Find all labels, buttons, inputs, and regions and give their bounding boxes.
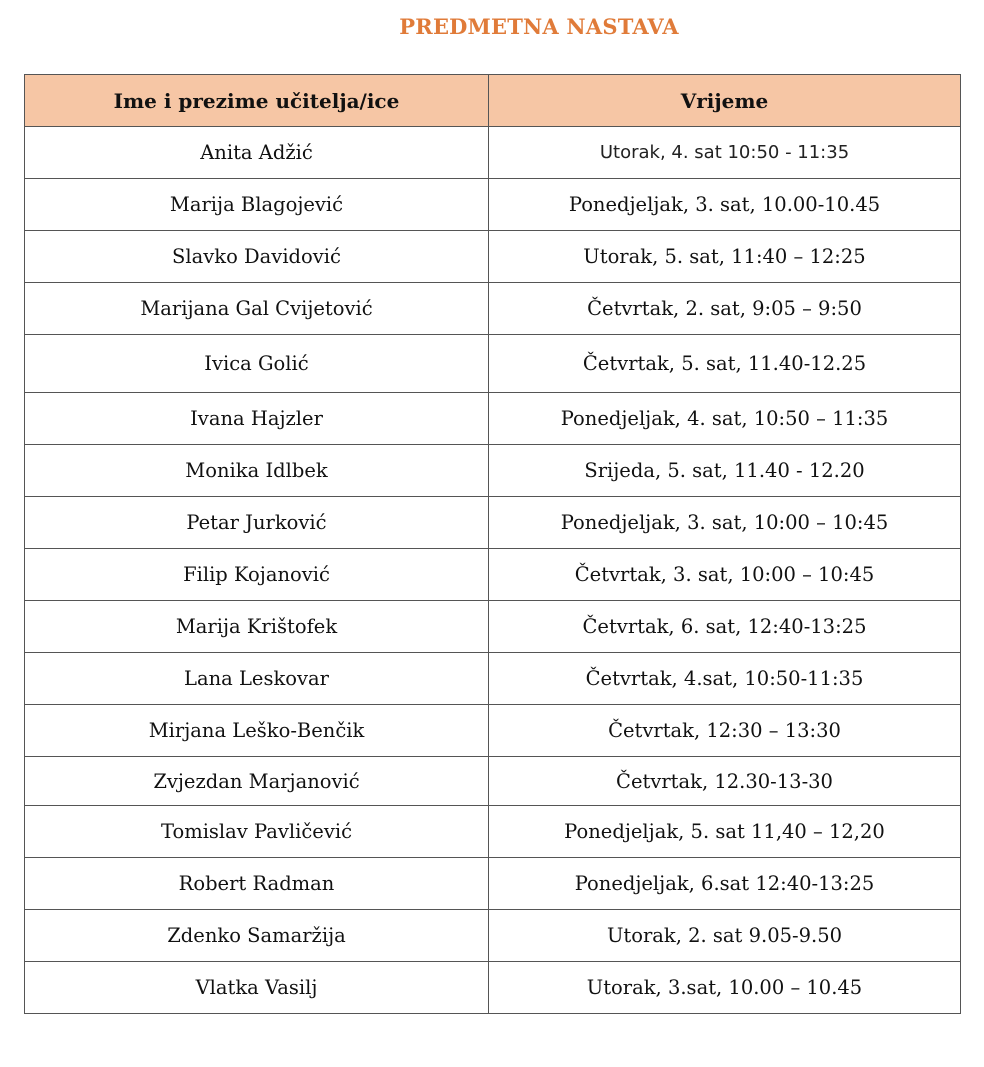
- teacher-name: Vlatka Vasilj: [25, 962, 489, 1014]
- teacher-name: Filip Kojanović: [25, 549, 489, 601]
- teacher-name: Monika Idlbek: [25, 445, 489, 497]
- table-row: [25, 757, 961, 806]
- teacher-name: Zdenko Samaržija: [25, 910, 489, 962]
- header-time: Vrijeme: [489, 75, 961, 127]
- header-name: Ime i prezime učitelja/ice: [25, 75, 489, 127]
- teacher-name: Anita Adžić: [25, 127, 489, 179]
- teacher-name: Marija Krištofek: [25, 601, 489, 653]
- table-row: [25, 653, 961, 705]
- teacher-name: Marija Blagojević: [25, 179, 489, 231]
- consultation-time: Utorak, 5. sat, 11:40 – 12:25: [489, 231, 961, 283]
- teacher-name: Lana Leskovar: [25, 653, 489, 705]
- table-row: [25, 705, 961, 757]
- consultation-time: Ponedjeljak, 4. sat, 10:50 – 11:35: [489, 393, 961, 445]
- consultation-time: Utorak, 4. sat 10:50 - 11:35: [489, 127, 961, 179]
- teacher-name: Robert Radman: [25, 858, 489, 910]
- consultation-time: Četvrtak, 4.sat, 10:50-11:35: [489, 653, 961, 705]
- table-header-row: [25, 75, 961, 127]
- page-title: PREDMETNA NASTAVA: [399, 14, 679, 39]
- table-row: [25, 283, 961, 335]
- consultation-time: Ponedjeljak, 3. sat, 10:00 – 10:45: [489, 497, 961, 549]
- consultation-time: Četvrtak, 2. sat, 9:05 – 9:50: [489, 283, 961, 335]
- table-row: [25, 910, 961, 962]
- table-row: [25, 231, 961, 283]
- consultation-time: Ponedjeljak, 6.sat 12:40-13:25: [489, 858, 961, 910]
- teacher-name: Slavko Davidović: [25, 231, 489, 283]
- consultation-time: Četvrtak, 12.30-13-30: [489, 757, 961, 806]
- consultation-time: Srijeda, 5. sat, 11.40 - 12.20: [489, 445, 961, 497]
- table-row: [25, 549, 961, 601]
- table-row: [25, 445, 961, 497]
- teacher-name: Ivana Hajzler: [25, 393, 489, 445]
- teacher-name: Tomislav Pavličević: [25, 806, 489, 858]
- consultation-time: Četvrtak, 5. sat, 11.40-12.25: [489, 335, 961, 393]
- teacher-name: Mirjana Leško-Benčik: [25, 705, 489, 757]
- teacher-name: Zvjezdan Marjanović: [25, 757, 489, 806]
- teacher-name: Marijana Gal Cvijetović: [25, 283, 489, 335]
- teacher-name: Petar Jurković: [25, 497, 489, 549]
- consultation-time: Četvrtak, 3. sat, 10:00 – 10:45: [489, 549, 961, 601]
- consultation-time: Utorak, 3.sat, 10.00 – 10.45: [489, 962, 961, 1014]
- consultation-time: Četvrtak, 12:30 – 13:30: [489, 705, 961, 757]
- schedule-table: [24, 74, 961, 1014]
- table-row: [25, 497, 961, 549]
- table-row: [25, 806, 961, 858]
- table-row: [25, 393, 961, 445]
- teacher-name: Ivica Golić: [25, 335, 489, 393]
- table-row: [25, 335, 961, 393]
- table-row: [25, 179, 961, 231]
- consultation-time: Ponedjeljak, 3. sat, 10.00-10.45: [489, 179, 961, 231]
- table-row: [25, 127, 961, 179]
- consultation-time: Ponedjeljak, 5. sat 11,40 – 12,20: [489, 806, 961, 858]
- table-row: [25, 601, 961, 653]
- table-row: [25, 858, 961, 910]
- consultation-time: Utorak, 2. sat 9.05-9.50: [489, 910, 961, 962]
- table-row: [25, 962, 961, 1014]
- consultation-time: Četvrtak, 6. sat, 12:40-13:25: [489, 601, 961, 653]
